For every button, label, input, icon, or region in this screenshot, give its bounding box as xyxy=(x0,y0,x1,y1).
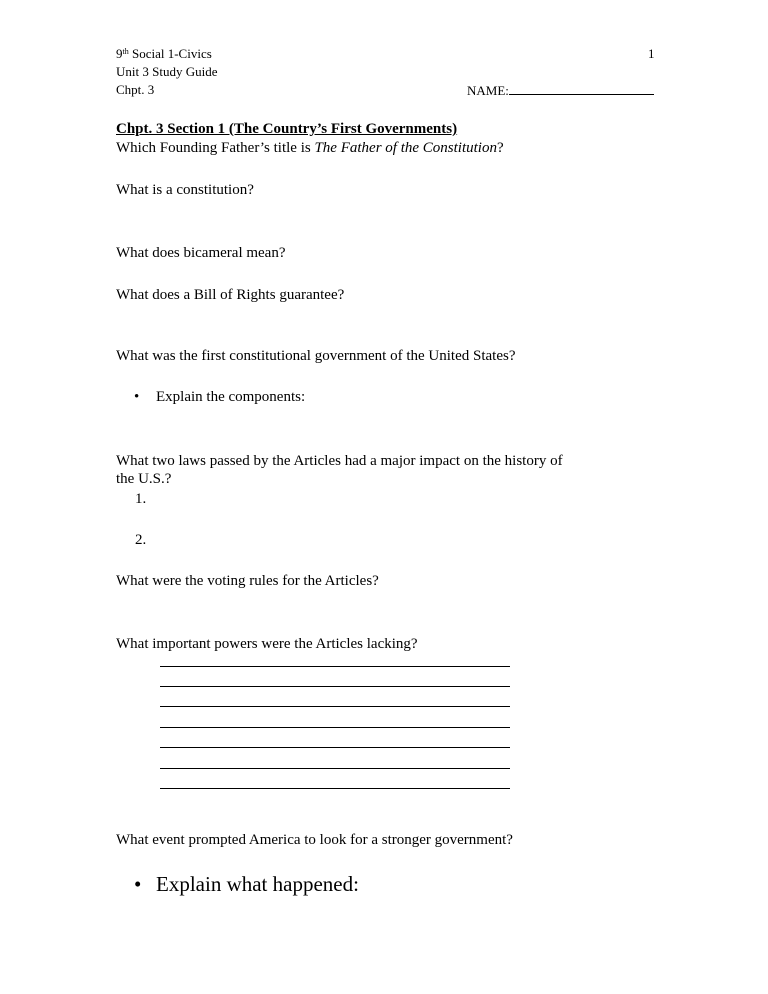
question-bicameral: What does bicameral mean? xyxy=(116,245,286,261)
answer-line[interactable] xyxy=(160,727,510,728)
answer-line[interactable] xyxy=(160,788,510,789)
bullet-explain-components: • Explain the components: xyxy=(134,389,306,405)
answer-line[interactable] xyxy=(160,706,510,707)
question-two-laws-line2: the U.S.? xyxy=(116,471,172,487)
answer-line[interactable] xyxy=(160,768,510,769)
section-heading: Chpt. 3 Section 1 (The Country’s First Governments) xyxy=(116,121,458,137)
bullet-glyph: • xyxy=(134,389,140,405)
question-bill-of-rights: What does a Bill of Rights guarantee? xyxy=(116,287,345,303)
name-field[interactable] xyxy=(467,82,654,99)
question-what-is-constitution: What is a constitution? xyxy=(116,182,254,198)
list-item-2: 2. xyxy=(135,532,147,548)
question-stronger-government: What event prompted America to look for a stronger government? xyxy=(116,832,513,848)
answer-line[interactable] xyxy=(160,747,510,748)
question-powers-lacking: What important powers were the Articles lacking? xyxy=(116,636,418,652)
chapter-label: Chpt. 3 xyxy=(116,82,155,97)
bullet-explain-what-happened: • Explain what happened: xyxy=(134,872,359,896)
answer-line[interactable] xyxy=(160,666,510,667)
name-blank[interactable] xyxy=(509,82,654,95)
unit-label: Unit 3 Study Guide xyxy=(116,64,218,79)
question-two-laws-line1: What two laws passed by the Articles had a major impact on the history of xyxy=(116,453,563,469)
name-label: NAME: xyxy=(467,83,509,98)
answer-line[interactable] xyxy=(160,686,510,687)
question-voting-rules: What were the voting rules for the Articles? xyxy=(116,573,379,589)
question-first-government: What was the first constitutional government of the United States? xyxy=(116,348,516,364)
list-item-1: 1. xyxy=(135,491,147,507)
page-number: 1 xyxy=(648,46,655,61)
course-title: 9th Social 1-Civics xyxy=(116,46,212,61)
bullet-glyph: • xyxy=(134,872,142,896)
question-father-of-constitution: Which Founding Father’s title is The Father of the Constitution? xyxy=(116,140,504,156)
